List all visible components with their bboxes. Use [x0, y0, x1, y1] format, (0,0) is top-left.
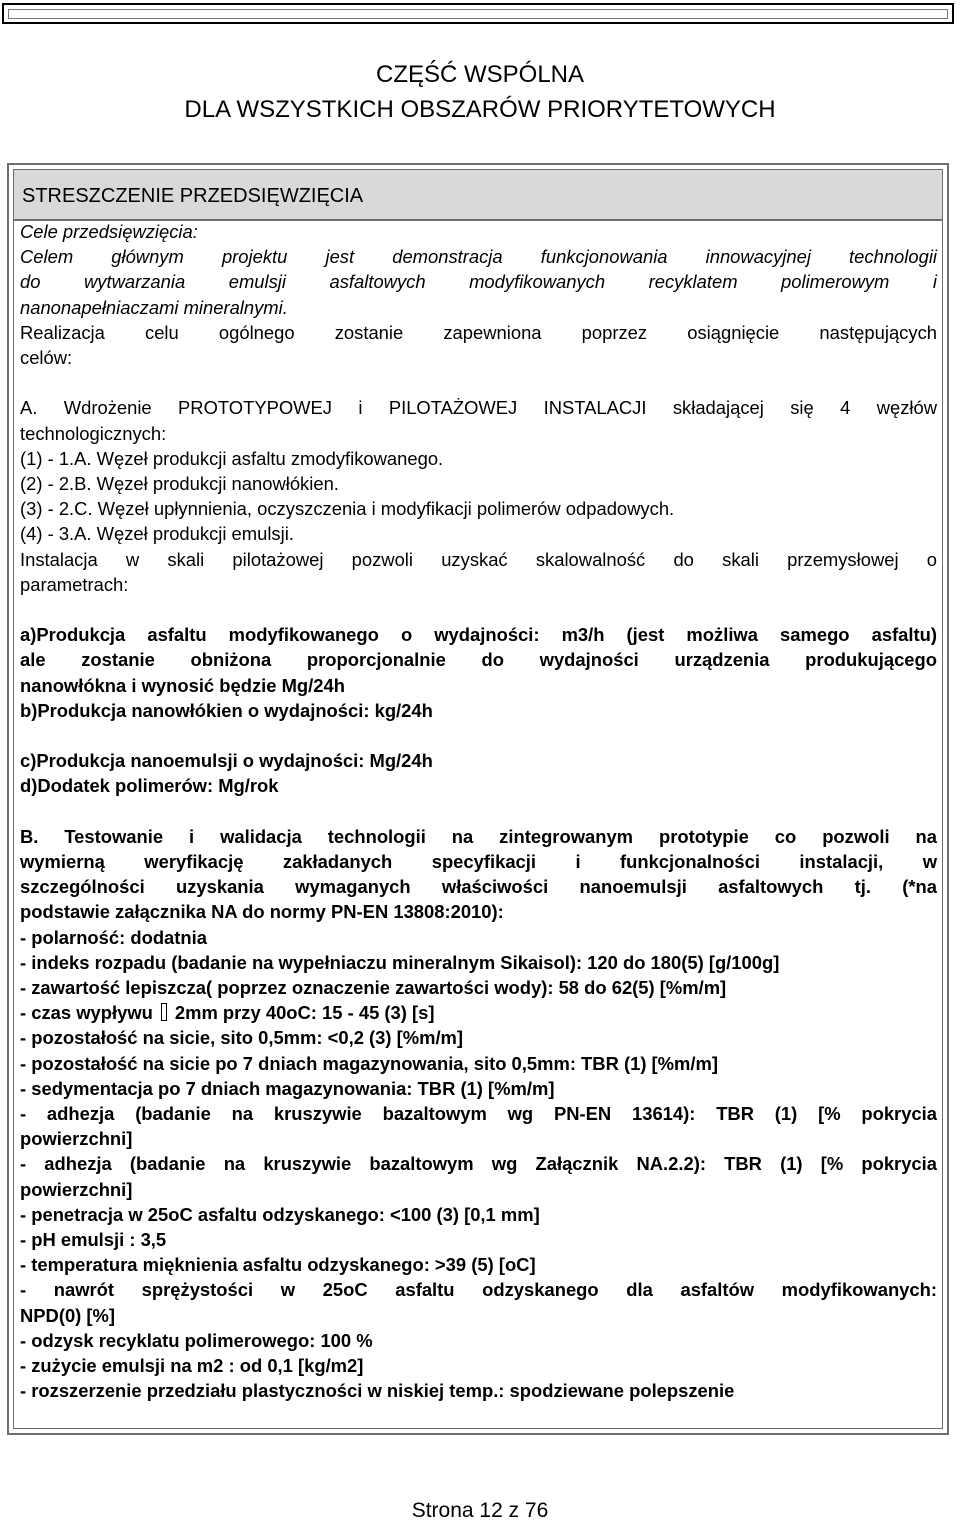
spec-item: powierzchni] [20, 1178, 133, 1200]
spec-item: - odzysk recyklatu polimerowego: 100 % [20, 1329, 373, 1351]
spec-item: - rozszerzenie przedziału plastyczności w niskiej temp.: spodziewane polepszenie [20, 1380, 735, 1402]
spec-item: powierzchni] [20, 1128, 133, 1150]
param-a-line: ale zostanie obniżona proporcjonalnie do wydajności urządzenia produkującego [20, 649, 937, 671]
goals-label: Cele przedsięwzięcia: [20, 221, 198, 242]
item-b-line: szczególności uzyskania wymaganych właściwości nanoemulsji asfaltowych tj. (*na [20, 876, 937, 898]
spec-item: - pH emulsji : 3,5 [20, 1229, 167, 1251]
summary-content [20, 219, 937, 1403]
spec-item-flow [20, 1000, 937, 1025]
main-goal-line: nanonapełniaczami mineralnymi. [20, 296, 288, 318]
pilot-line: parametrach: [20, 573, 129, 595]
page-subtitle: DLA WSZYSTKICH OBSZARÓW PRIORYTETOWYCH [184, 96, 776, 123]
spec-item: - pozostałość na sicie po 7 dniach magazynowania, sito 0,5mm: TBR (1) [%m/m] [20, 1052, 718, 1074]
realization-line: Realizacja celu ogólnego zostanie zapewniona poprzez osiągnięcie następujących [20, 321, 937, 343]
node-item: (1) - 1.A. Węzeł produkcji asfaltu zmodyfikowanego. [20, 447, 444, 469]
node-item: (4) - 3.A. Węzeł produkcji emulsji. [20, 523, 294, 545]
param-b: b)Produkcja nanowłókien o wydajności: kg/24h [20, 699, 433, 721]
item-a-line: technologicznych: [20, 422, 167, 444]
top-frame-bar [2, 3, 954, 24]
spec-item: - polarność: dodatnia [20, 926, 207, 948]
item-a-line: A. Wdrożenie PROTOTYPOWEJ i PILOTAŻOWEJ INSTALACJI składającej się 4 węzłów [20, 397, 937, 419]
spec-item: - nawrót sprężystości w 25oC asfaltu odzyskanego dla asfaltów modyfikowanych: [20, 1279, 937, 1301]
page-title: CZĘŚĆ WSPÓLNA [375, 61, 585, 88]
pilot-line: Instalacja w skali pilotażowej pozwoli uzyskać skalowalność do skali przemysłowej o [20, 548, 937, 570]
spec-item: NPD(0) [%] [20, 1304, 116, 1326]
item-b-line: B. Testowanie i walidacja technologii na zintegrowanym prototypie co pozwoli na [20, 825, 937, 847]
param-c: c)Produkcja nanoemulsji o wydajności: Mg/24h [20, 750, 433, 772]
node-item: (3) - 2.C. Węzeł upłynnienia, oczyszczenia i modyfikacji polimerów odpadowych. [20, 498, 675, 520]
param-a-line: a)Produkcja asfaltu modyfikowanego o wydajności: m3/h (jest możliwa samego asfaltu) [20, 624, 937, 646]
section-heading: STRESZCZENIE PRZEDSIĘWZIĘCIA [22, 185, 364, 207]
spec-item: - pozostałość na sicie, sito 0,5mm: <0,2 (3) [%m/m] [20, 1027, 464, 1049]
realization-line: celów: [20, 347, 73, 369]
spec-item: - temperatura mięknienia asfaltu odzyskanego: >39 (5) [oC] [20, 1254, 536, 1276]
main-goal-line: do wytwarzania emulsji asfaltowych modyfikowanych recyklatem polimerowym i [20, 271, 937, 293]
spec-item: - zawartość lepiszcza( poprzez oznaczenie zawartości wody): 58 do 62(5) [%m/m] [20, 977, 727, 999]
param-a-line: nanowłókna i wynosić będzie Mg/24h [20, 674, 345, 696]
spec-item: - indeks rozpadu (badanie na wypełniaczu mineralnym Sikaisol): 120 do 180(5) [g/100g] [20, 951, 780, 973]
spec-item: - sedymentacja po 7 dniach magazynowania: TBR (1) [%m/m] [20, 1077, 555, 1099]
main-goal-line: Celem głównym projektu jest demonstracja funkcjonowania innowacyjnej technologii [20, 246, 937, 268]
spec-item: - zużycie emulsji na m2 : od 0,1 [kg/m2] [20, 1355, 364, 1377]
spec-item: - adhezja (badanie na kruszywie bazaltowym wg Załącznik NA.2.2): TBR (1) [% pokrycia [20, 1153, 937, 1175]
flow-text-after: 2mm przy 40oC: 15 - 45 (3) [s] [174, 1002, 435, 1024]
item-b-line: podstawie załącznika NA do normy PN-EN 13808:2010): [20, 901, 504, 923]
page-number: Strona 12 z 76 [411, 1499, 549, 1522]
spec-item: - penetracja w 25oC asfaltu odzyskanego: <100 (3) [0,1 mm] [20, 1203, 540, 1225]
flow-text-before: - czas wypływu [20, 1002, 153, 1024]
item-b-line: wymierną weryfikację zakładanych specyfikacji i funkcjonalności instalacji, w [20, 851, 937, 873]
section-header [14, 170, 942, 221]
spec-item: - adhezja (badanie na kruszywie bazaltowym wg PN-EN 13614): TBR (1) [% pokrycia [20, 1103, 937, 1125]
param-d: d)Dodatek polimerów: Mg/rok [20, 775, 279, 797]
node-item: (2) - 2.B. Węzeł produkcji nanowłókien. [20, 473, 339, 495]
missing-glyph-icon [161, 1003, 167, 1021]
